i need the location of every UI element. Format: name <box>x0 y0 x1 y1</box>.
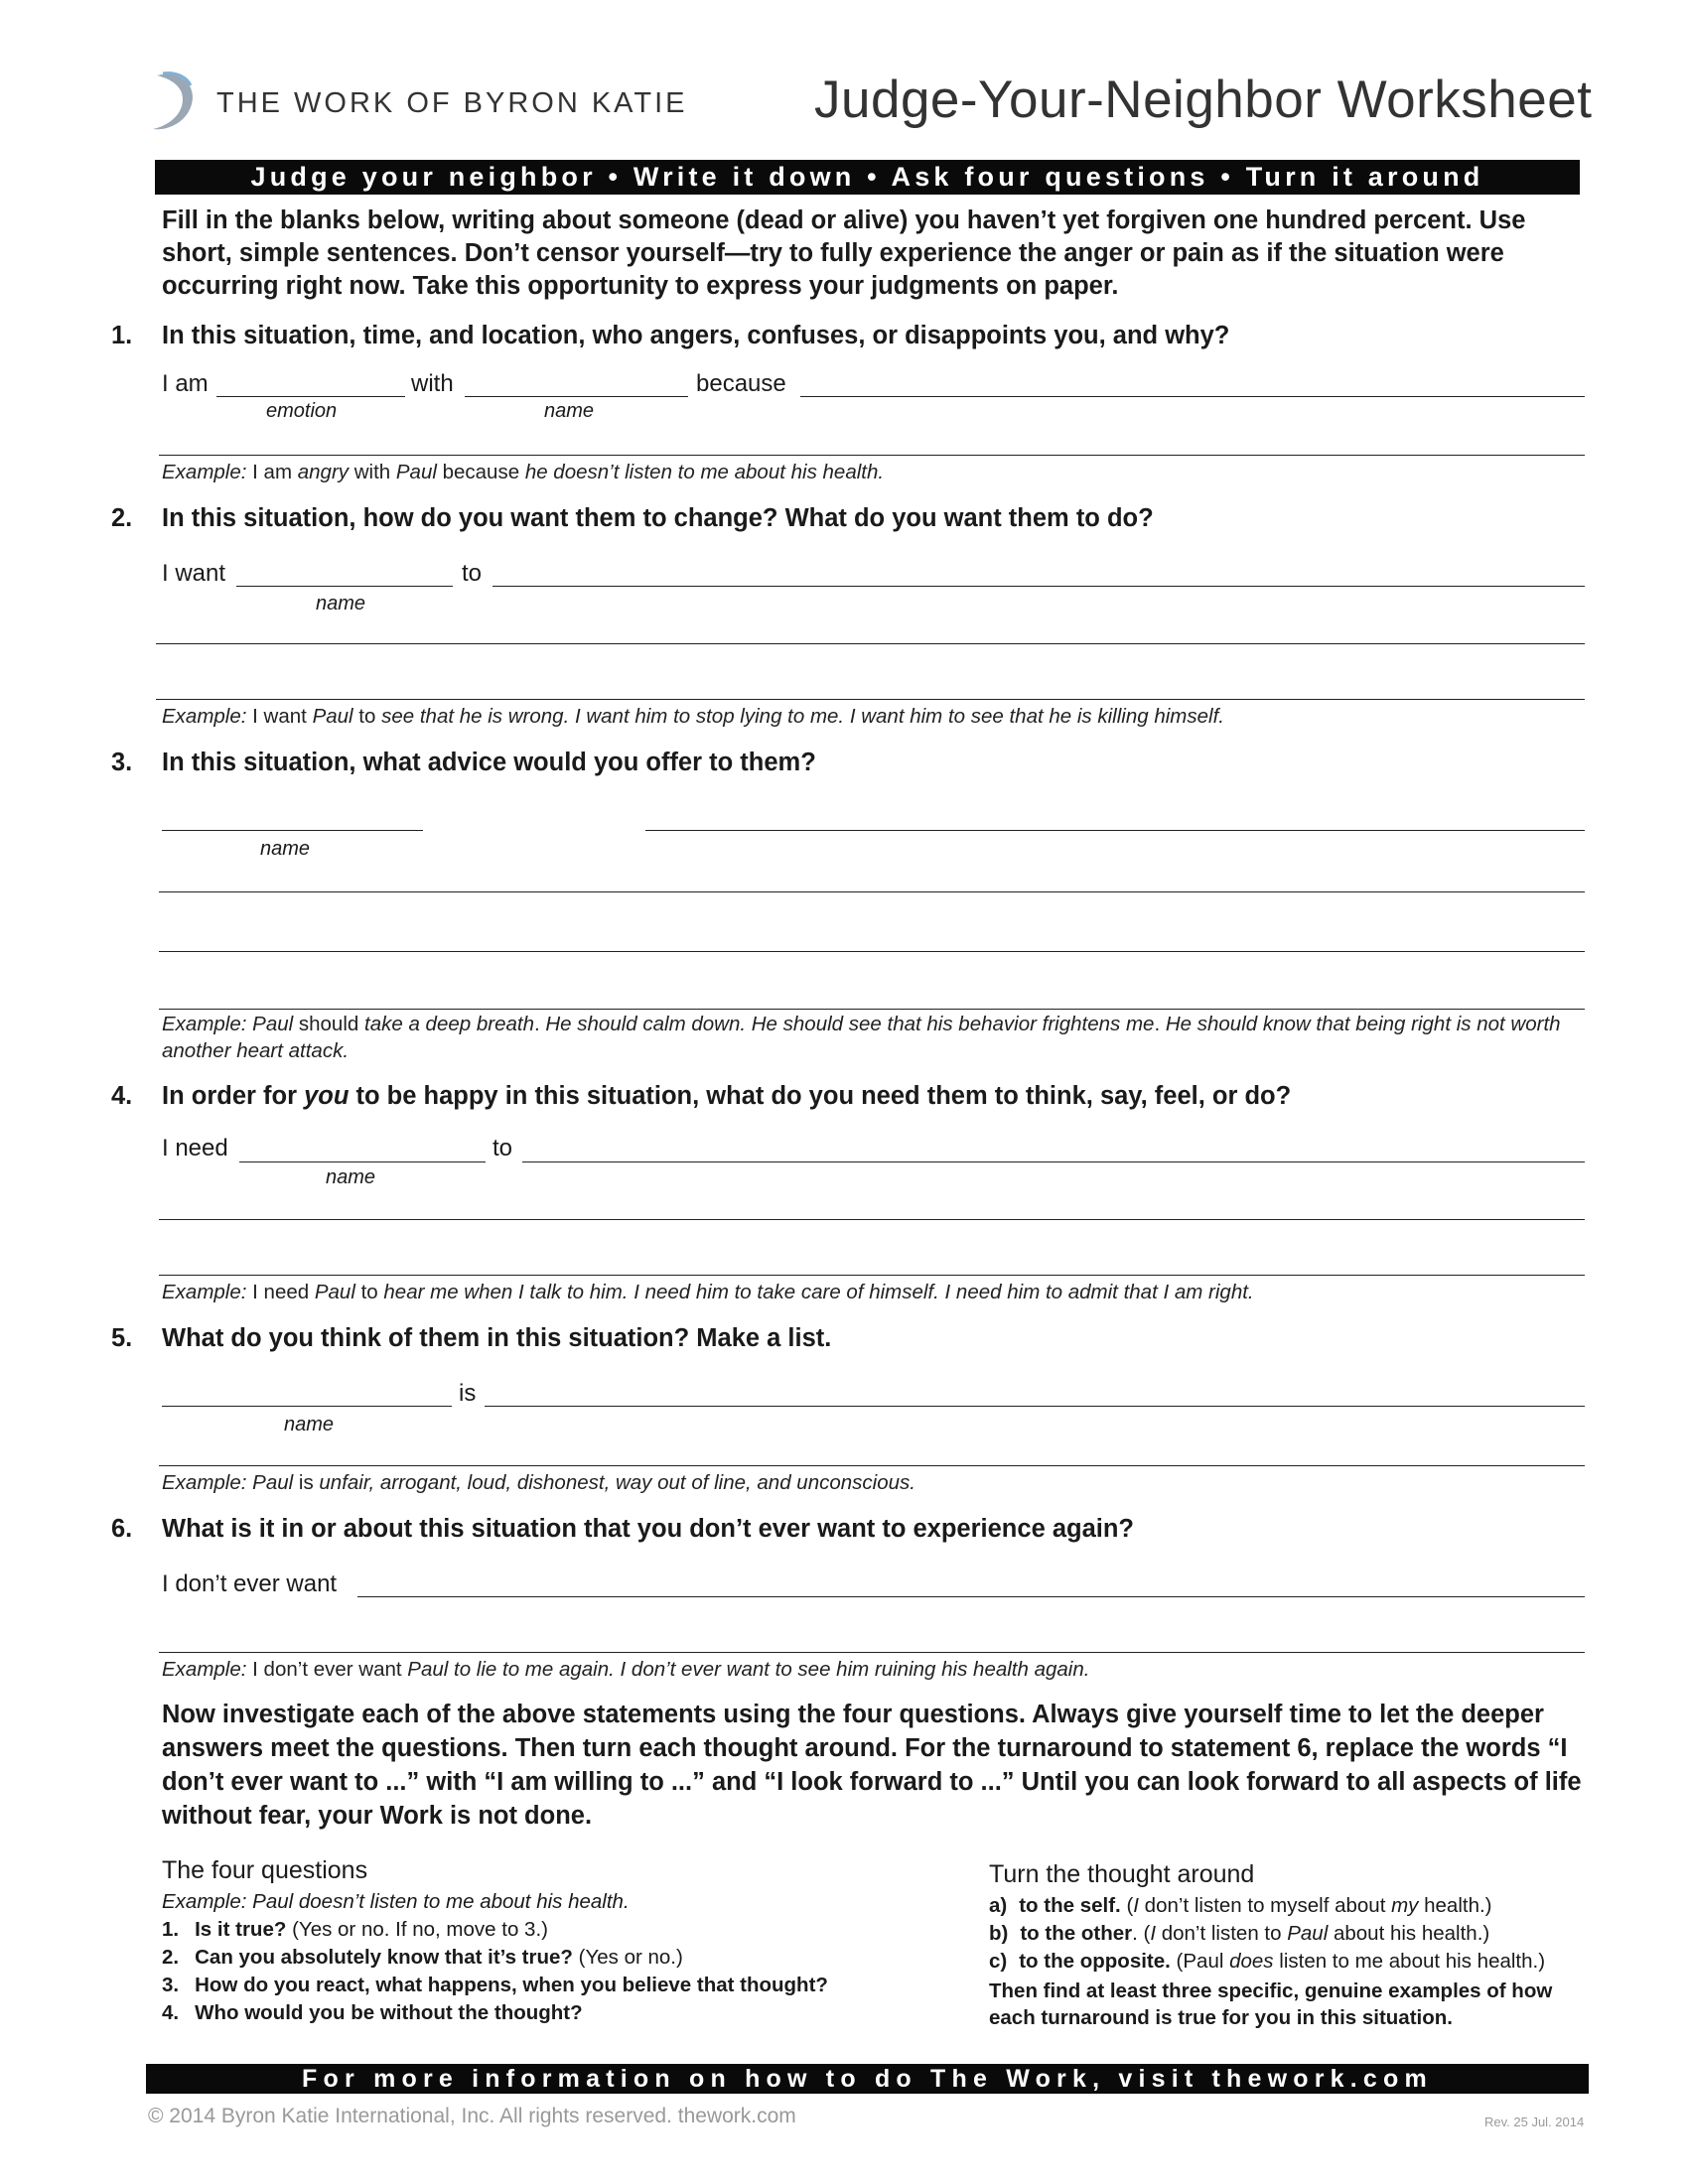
q4-to-field[interactable] <box>522 1161 1585 1162</box>
copyright: © 2014 Byron Katie International, Inc. All rights reserved. thework.com <box>148 2105 796 2127</box>
page-title: Judge-Your-Neighbor Worksheet <box>814 70 1593 129</box>
q1-emotion-field[interactable] <box>216 396 405 397</box>
q1-caption-name: name <box>544 400 595 422</box>
q5-caption-name: name <box>284 1414 335 1435</box>
q6-text: What is it in or about this situation that you don’t ever want to experience again? <box>162 1515 1135 1543</box>
q5-example: Example: Paul is unfair, arrogant, loud, dishonest, way out of line, and unconscious. <box>162 1471 915 1494</box>
q2-line-3[interactable] <box>156 699 1585 700</box>
q4-line-2[interactable] <box>159 1219 1585 1220</box>
q2-text: In this situation, how do you want them to change? What do you want them to do? <box>162 504 1154 532</box>
four-question-1: 1. Is it true? (Yes or no. If no, move to 3.) <box>162 1918 548 1941</box>
q2-number: 2. <box>111 504 133 532</box>
q4-text: In order for you to be happy in this situation, what do you need them to think, say, feel, or do? <box>162 1082 1292 1110</box>
footer-band: For more information on how to do The Work, visit thework.com <box>146 2064 1589 2094</box>
q5-name-field[interactable] <box>162 1406 452 1407</box>
four-question-4: 4. Who would you be without the thought? <box>162 2001 583 2024</box>
q3-caption-name: name <box>260 838 311 860</box>
q3-line-3[interactable] <box>159 951 1585 952</box>
q3-line-4[interactable] <box>159 1009 1585 1010</box>
q6-field[interactable] <box>357 1596 1585 1597</box>
q3-advice-field[interactable] <box>645 830 1585 831</box>
turnaround-b: b) to the other. (I don’t listen to Paul about his health.) <box>989 1922 1490 1945</box>
q6-word-i-dont-ever-want: I don’t ever want <box>162 1570 338 1597</box>
turnaround-c: c) to the opposite. (Paul does listen to me about his health.) <box>989 1950 1546 1973</box>
q6-line-2[interactable] <box>159 1652 1585 1653</box>
q3-text: In this situation, what advice would you offer to them? <box>162 749 816 776</box>
q4-word-to: to <box>492 1135 513 1161</box>
q1-name-field[interactable] <box>465 396 688 397</box>
logo-swoosh-icon <box>147 68 216 137</box>
q2-to-field[interactable] <box>492 586 1585 587</box>
brand-name: THE WORK OF BYRON KATIE <box>216 87 688 119</box>
q1-example: Example: I am angry with Paul because he doesn’t listen to me about his health. <box>162 461 885 483</box>
tagline-band: Judge your neighbor • Write it down • Ask four questions • Turn it around <box>155 160 1580 195</box>
q1-text: In this situation, time, and location, who angers, confuses, or disappoints you, and why? <box>162 322 1230 349</box>
q2-caption-name: name <box>316 593 366 614</box>
q4-word-i-need: I need <box>162 1135 228 1161</box>
revision-date: Rev. 25 Jul. 2014 <box>1484 2115 1585 2129</box>
q2-line-2[interactable] <box>156 643 1585 644</box>
q5-is-field[interactable] <box>485 1406 1585 1407</box>
q2-word-to: to <box>462 560 483 587</box>
q5-text: What do you think of them in this situation? Make a list. <box>162 1324 832 1352</box>
q5-number: 5. <box>111 1324 133 1352</box>
q1-because-field[interactable] <box>800 396 1585 397</box>
q2-word-i-want: I want <box>162 560 226 587</box>
q3-line-2[interactable] <box>159 891 1585 892</box>
turnaround-heading: Turn the thought around <box>989 1860 1255 1888</box>
q2-name-field[interactable] <box>236 586 453 587</box>
q1-extra-line[interactable] <box>159 455 1585 456</box>
four-question-2: 2. Can you absolutely know that it’s true? (Yes or no.) <box>162 1946 683 1969</box>
closing-instructions: Now investigate each of the above statements using the four questions. Always give yourself time to let the deeper answers meet the questions. Then turn each thought around. For the turnaround to statement 6, replace the words “I don’t ever want to ...” with “I am willing to ...” and “I look forward to ...” Until you can look forward to all aspects of life without fear, your Work is not done. <box>162 1701 1582 1830</box>
q1-word-with: with <box>411 370 454 397</box>
q4-line-3[interactable] <box>159 1275 1585 1276</box>
q1-word-i-am: I am <box>162 370 209 397</box>
q4-example: Example: I need Paul to hear me when I talk to him. I need him to take care of himself. I need him to admit that I am right. <box>162 1281 1254 1303</box>
q5-line-2[interactable] <box>159 1465 1585 1466</box>
q4-caption-name: name <box>326 1166 376 1188</box>
q5-word-is: is <box>459 1380 477 1407</box>
q3-name-field[interactable] <box>162 830 423 831</box>
four-questions-example: Example: Paul doesn’t listen to me about his health. <box>162 1890 630 1913</box>
q2-example: Example: I want Paul to see that he is wrong. I want him to stop lying to me. I want him to see that he is killing himself. <box>162 705 1224 728</box>
q1-number: 1. <box>111 322 133 349</box>
turnaround-final: Then find at least three specific, genuine examples of how each turnaround is true for you in this situation. <box>989 1979 1553 2029</box>
q1-caption-emotion: emotion <box>266 400 338 422</box>
four-question-3: 3. How do you react, what happens, when you believe that thought? <box>162 1974 828 1996</box>
q4-name-field[interactable] <box>239 1161 486 1162</box>
q3-example: Example: Paul should take a deep breath. He should calm down. He should see that his behavior frightens me. He should know that being right is not worth another heart attack. <box>162 1013 1561 1062</box>
four-questions-heading: The four questions <box>162 1856 368 1884</box>
turnaround-a: a) to the self. (I don’t listen to myself about my health.) <box>989 1894 1492 1917</box>
q1-word-because: because <box>696 370 786 397</box>
q6-number: 6. <box>111 1515 133 1543</box>
intro-text: Fill in the blanks below, writing about someone (dead or alive) you haven’t yet forgiven one hundred percent. Use short, simple sentences. Don’t censor yourself—try to fully experience the anger or pain as if the situation were occurring right now. Take this opportunity to express your judgments on paper. <box>162 206 1526 300</box>
q4-number: 4. <box>111 1082 133 1110</box>
q6-example: Example: I don’t ever want Paul to lie to me again. I don’t ever want to see him ruining his health again. <box>162 1658 1090 1681</box>
q3-number: 3. <box>111 749 133 776</box>
